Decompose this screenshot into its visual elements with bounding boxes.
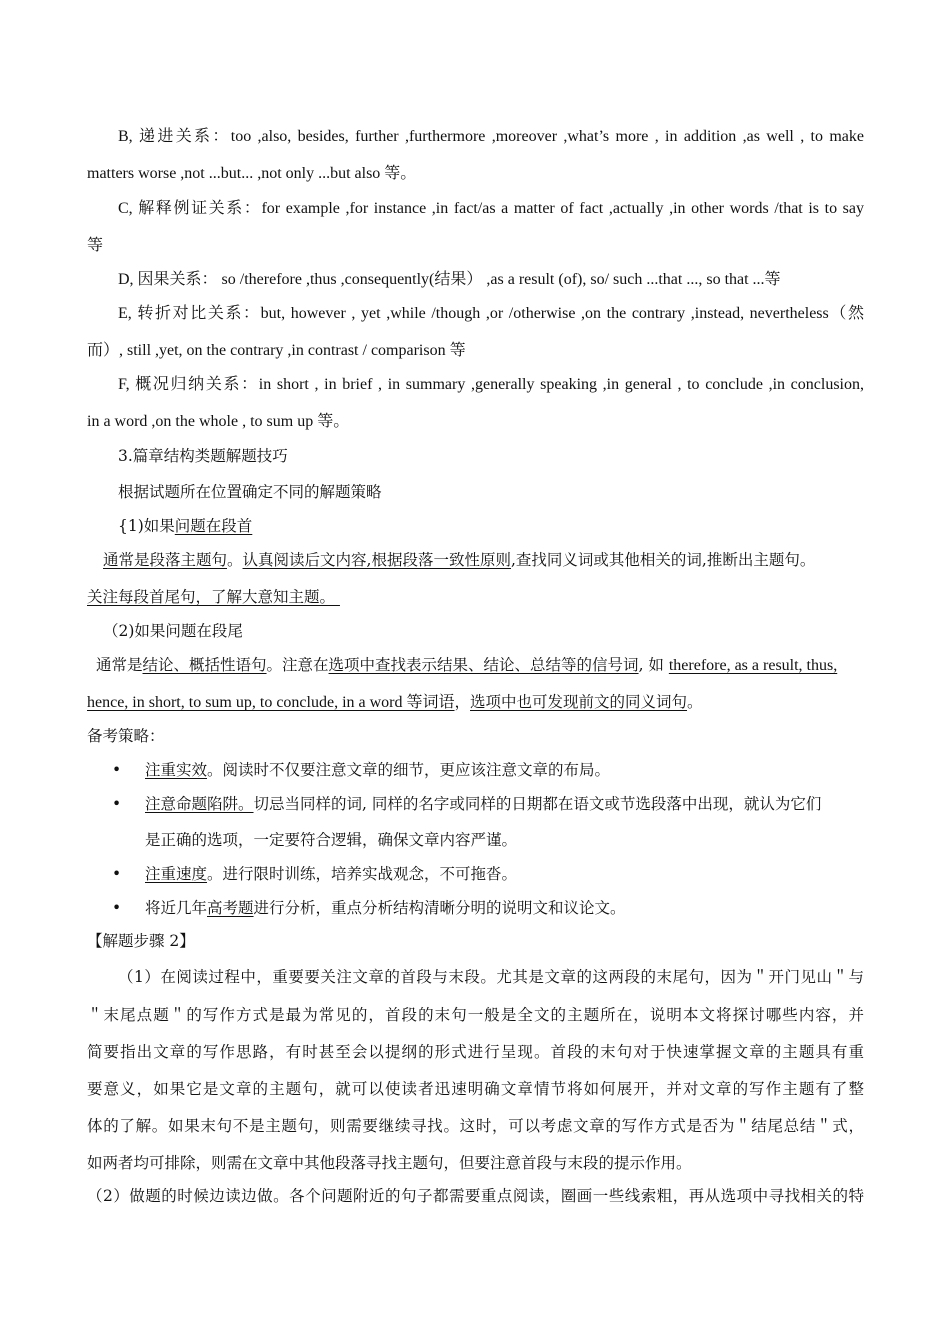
steps-para1-line5: 体的了解。如果末句不是主题句，则需要继续寻找。这时，可以考虑文章的写作方式是否为＂结尾总结＂式， [87, 1117, 864, 1135]
prep-item-3-key: 注重速度 [145, 865, 208, 883]
case1-para-line2 [87, 586, 864, 608]
connective-e-line2: 而）, still ,yet, on the contrary ,in contrast / comparison 等 [87, 342, 466, 359]
connective-e-line1: E, 转折对比关系：but, however , yet ,while /though ,or /otherwise ,on the contrary ,instead, nevertheless（然 [118, 305, 864, 322]
case2-title: （2)如果问题在段尾 [103, 622, 243, 640]
connective-d-line1: D, 因果关系： so /therefore ,thus ,consequently(结果） ,as a result (of), so/ such ...that ..., so that ...等 [118, 271, 781, 288]
case2-para-line2 [87, 691, 864, 714]
prep-item-4-text: 进行分析，重点分析结构清晰分明的说明文和议论文。 [253, 899, 626, 917]
connective-b-line1: B, 递进关系：too ,also, besides, further ,furthermore ,moreover ,what’s more , in addition ,as well , to make [118, 128, 864, 145]
prep-item-3 [145, 863, 864, 885]
connective-f-line2: in a word ,on the whole , to sum up 等。 [87, 413, 350, 430]
case1-rest: ,查找同义词或其他相关的词,推断出主题句。 [510, 551, 816, 569]
case2-h: ， [454, 693, 471, 711]
prep-item-4 [145, 897, 864, 919]
prep-item-4-key: 高考题 [207, 899, 254, 917]
case2-c: 。注意在 [266, 656, 329, 674]
case1-consistency: 认真阅读后文内容,根据段落一致性原则 [242, 551, 511, 569]
prep-item-2-text: 切忌当同样的词, 同样的名字或同样的日期都在语文或节选段落中出现，就认为它们 [253, 795, 822, 813]
case1-title-underlined: 问题在段首 [174, 517, 253, 535]
connective-b-line2: matters worse ,not ...but... ,not only ...but also 等。 [87, 165, 417, 182]
case1-topic-sentence: 通常是段落主题句 [103, 551, 228, 569]
case1-prefix: {1)如果 [118, 517, 175, 535]
connective-f-line1: F, 概况归纳关系：in short , in brief , in summary ,generally speaking ,in general , to conclude ,in conclusion, [118, 376, 864, 393]
steps-title: 【解题步骤 2】 [87, 932, 195, 950]
prep-item-1 [145, 759, 864, 781]
case1-sep: 。 [227, 551, 243, 569]
steps-para1-line1: （1）在阅读过程中，重要要关注文章的首段与末段。尤其是文章的这两段的末尾句，因为＂开门见山＂与 [118, 968, 864, 986]
prep-item-2-line2: 是正确的选项，一定要符合逻辑，确保文章内容严谨。 [145, 831, 518, 849]
section-heading: 3.篇章结构类题解题技巧 [118, 447, 288, 465]
bullet-1: • [112, 761, 122, 779]
prep-item-2-key: 注意命题陷阱。 [145, 795, 254, 813]
prep-title: 备考策略： [87, 727, 165, 745]
section-intro: 根据试题所在位置确定不同的解题策略 [118, 483, 382, 501]
case2-j: 。 [687, 693, 703, 711]
bullet-4: • [112, 899, 122, 917]
case2-para-line1 [96, 654, 864, 677]
prep-item-2 [145, 793, 864, 815]
prep-item-1-key: 注重实效 [145, 761, 208, 779]
case2-e: , 如 [638, 656, 669, 674]
case2-synonyms: 选项中也可发现前文的同义词句 [470, 693, 688, 711]
steps-para1-line4: 要意义，如果它是文章的主题句，就可以使读者迅速明确文章情节将如何展开，并对文章的写作主题有了整 [87, 1080, 864, 1098]
case1-para-line1 [103, 549, 864, 571]
steps-para1-line6: 如两者均可排除，则需在文章中其他段落寻找主题句，但要注意首段与末段的提示作用。 [87, 1154, 692, 1172]
case2-examples: therefore, as a result, thus, [668, 657, 838, 674]
steps-para1-line2: ＂末尾点题＂的写作方式是最为常见的，首段的末句一般是全文的主题所在，说明本文将探讨哪些内容，并 [87, 1006, 864, 1024]
bullet-2: • [112, 795, 122, 813]
case2-a: 通常是 [96, 656, 143, 674]
prep-item-4-pre: 将近几年 [145, 899, 208, 917]
prep-item-3-text: 。进行限时训练，培养实战观念，不可拖沓。 [207, 865, 518, 883]
case2-signal-words: 选项中查找表示结果、结论、总结等的信号词 [328, 656, 639, 674]
steps-para2-line1: （2）做题的时候边读边做。各个问题附近的句子都需要重点阅读，圈画一些线索粗，再从选项中寻找相关的特 [87, 1187, 864, 1205]
connective-c-line2: 等 [87, 237, 104, 254]
bullet-3: • [112, 865, 122, 883]
case2-examples-cont: hence, in short, to sum up, to conclude, in a word 等词语 [87, 694, 455, 711]
connective-c-line1: C, 解释例证关系：for example ,for instance ,in fact/as a matter of fact ,actually ,in other words /that is to say [118, 200, 864, 217]
case1-title [118, 515, 864, 537]
case2-conclusion: 结论、概括性语句 [142, 656, 267, 674]
prep-item-1-text: 。阅读时不仅要注意文章的细节，更应该注意文章的布局。 [207, 761, 611, 779]
case1-tip: 关注每段首尾句，了解大意知主题。 [87, 588, 336, 606]
steps-para1-line3: 简要指出文章的写作思路，有时甚至会以提纲的形式进行呈现。首段的末句对于快速掌握文章的主题具有重 [87, 1043, 864, 1061]
